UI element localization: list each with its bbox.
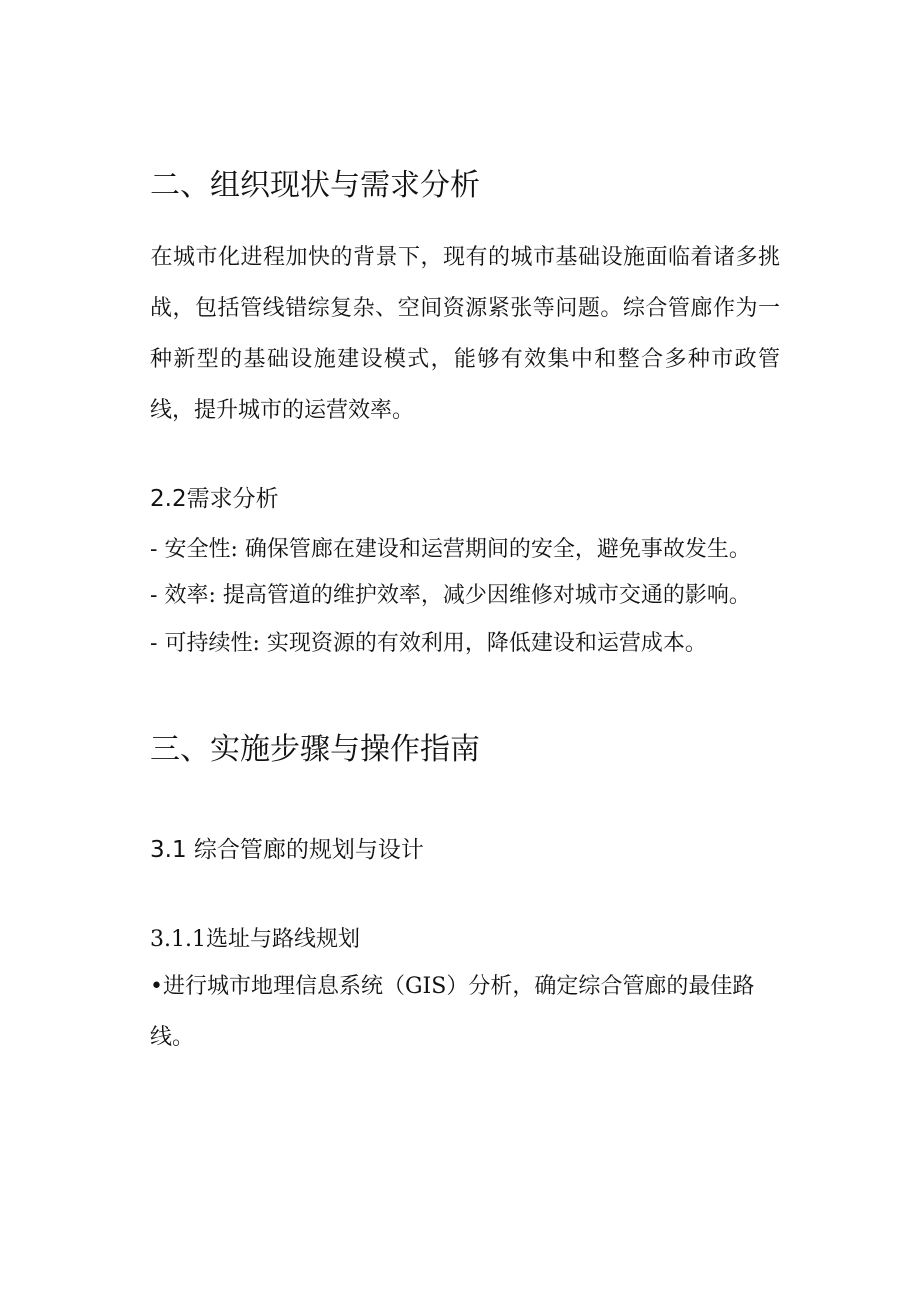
subsubsection-heading-3-1-1: 3.1.1选址与路线规划	[150, 927, 360, 952]
list-term: 可持续性	[164, 631, 253, 656]
section-heading-2: 二、组织现状与需求分析	[150, 168, 480, 203]
subsection-heading-2-2: 2.2需求分析	[150, 486, 279, 512]
section-heading-3: 三、实施步骤与操作指南	[150, 732, 480, 767]
list-dash: -	[150, 631, 165, 656]
bullet-paragraph-gis: •进行城市地理信息系统（GIS）分析，确定综合管廊的最佳路线。	[150, 974, 755, 1050]
subsection-heading-3-1: 3.1 综合管廊的规划与设计	[150, 837, 424, 863]
list-dash: -	[150, 583, 165, 608]
section-2-intro-paragraph	[150, 232, 780, 436]
list-term: 安全性	[164, 537, 231, 562]
list-text: 确保管廊在建设和运营期间的安全，避免事故发生。	[244, 537, 751, 562]
list-dash: -	[150, 537, 165, 562]
list-colon: :	[208, 583, 223, 608]
requirement-item-sustainability	[150, 628, 810, 660]
requirement-item-safety	[150, 534, 810, 566]
list-colon: :	[230, 537, 245, 562]
requirement-item-efficiency	[150, 580, 810, 612]
list-text: 提高管道的维护效率，减少因维修对城市交通的影响。	[222, 583, 751, 608]
list-colon: :	[252, 631, 267, 656]
list-text: 实现资源的有效利用，降低建设和运营成本。	[266, 631, 707, 656]
list-term: 效率	[164, 583, 209, 608]
section-2-intro-text: 在城市化进程加快的背景下，现有的城市基础设施面临着诸多挑战，包括管线错综复杂、空间资源紧张等问题。综合管廊作为一种新型的基础设施建设模式，能够有效集中和整合多种市政管线，提升城市的运营效率。	[150, 245, 780, 423]
